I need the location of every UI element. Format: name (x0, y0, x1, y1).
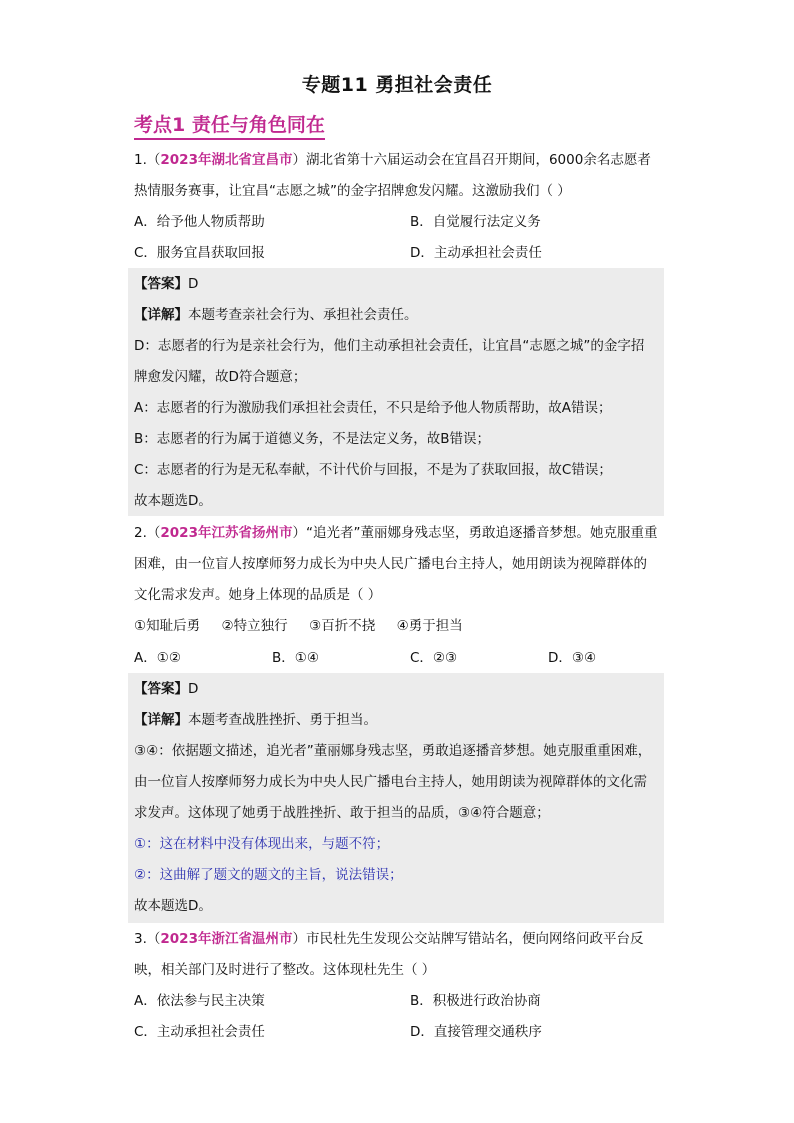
q2-explain-line3: 求发声。这体现了她勇于战胜挫折、敢于担当的品质，③④符合题意； (134, 805, 550, 821)
q2-option-d: D．③④ (548, 650, 597, 666)
q2-stem-line3: 文化需求发声。她身上体现的品质是（ ） (134, 587, 382, 603)
q1-conclusion: 故本题选D。 (134, 493, 212, 509)
q1-explain-d-line1: D：志愿者的行为是亲社会行为，他们主动承担社会责任，让宜昌“志愿之城”的金字招 (134, 338, 645, 354)
q1-stem-line2: 热情服务赛事，让宜昌“志愿之城”的金字招牌愈发闪耀。这激励我们（ ） (134, 183, 571, 199)
q2-explain-1: ①：这在材料中没有体现出来，与题不符； (134, 836, 390, 852)
q1-answer: 【答案】D (134, 276, 199, 292)
section-heading: 考点1 责任与角色同在 (134, 110, 325, 140)
q2-stem-line2: 困难，由一位盲人按摩师努力成长为中央人民广播电台主持人，她用朗读为视障群体的 (134, 556, 647, 572)
q2-statements: ①知耻后勇 ②特立独行 ③百折不挠 ④勇于担当 (134, 618, 463, 634)
q1-option-d: D．主动承担社会责任 (410, 245, 542, 261)
q1-explain-c: C：志愿者的行为是无私奉献，不计代价与回报，不是为了获取回报，故C错误； (134, 462, 612, 478)
q2-explain-line1: ③④：依据题文描述，追光者”董丽娜身残志坚，勇敢追逐播音梦想。她克服重重困难， (134, 743, 652, 759)
q1-detail: 【详解】本题考查亲社会行为、承担社会责任。 (134, 307, 418, 323)
q1-stem-line1: 1.（2023年湖北省宜昌市）湖北省第十六届运动会在宜昌召开期间，6000余名志愿者 (134, 152, 651, 168)
q3-option-d: D．直接管理交通秩序 (410, 1024, 542, 1040)
q2-explain-2: ②：这曲解了题文的题文的主旨，说法错误； (134, 867, 403, 883)
q2-detail: 【详解】本题考查战胜挫折、勇于担当。 (134, 712, 377, 728)
q3-stem-line2: 映，相关部门及时进行了整改。这体现杜先生（ ） (134, 962, 436, 978)
q2-option-a: A．①② (134, 650, 181, 666)
q2-option-b: B．①④ (272, 650, 319, 666)
q3-option-a: A．依法参与民主决策 (134, 993, 265, 1009)
q1-explain-d-line2: 牌愈发闪耀，故D符合题意； (134, 369, 307, 385)
q3-option-c: C．主动承担社会责任 (134, 1024, 265, 1040)
q1-explain-a: A：志愿者的行为激励我们承担社会责任，不只是给予他人物质帮助，故A错误； (134, 400, 612, 416)
q1-source: 2023年湖北省宜昌市 (160, 152, 293, 168)
q2-conclusion: 故本题选D。 (134, 898, 212, 914)
page-title: 专题11 勇担社会责任 (301, 74, 493, 96)
q2-option-c: C．②③ (410, 650, 458, 666)
q1-option-c: C．服务宜昌获取回报 (134, 245, 265, 261)
q2-explain-line2: 由一位盲人按摩师努力成长为中央人民广播电台主持人，她用朗读为视障群体的文化需 (134, 774, 647, 790)
q2-answer: 【答案】D (134, 681, 199, 697)
q1-option-b: B．自觉履行法定义务 (410, 214, 541, 230)
q2-stem-line1: 2.（2023年江苏省扬州市）“追光者”董丽娜身残志坚，勇敢追逐播音梦想。她克服重重 (134, 525, 658, 541)
q2-source: 2023年江苏省扬州市 (160, 525, 293, 541)
q1-option-a: A．给予他人物质帮助 (134, 214, 265, 230)
q3-source: 2023年浙江省温州市 (160, 931, 293, 947)
q3-stem-line1: 3.（2023年浙江省温州市）市民杜先生发现公交站牌写错站名，便向网络问政平台反 (134, 931, 644, 947)
q1-explain-b: B：志愿者的行为属于道德义务，不是法定义务，故B错误； (134, 431, 491, 447)
q3-option-b: B．积极进行政治协商 (410, 993, 541, 1009)
